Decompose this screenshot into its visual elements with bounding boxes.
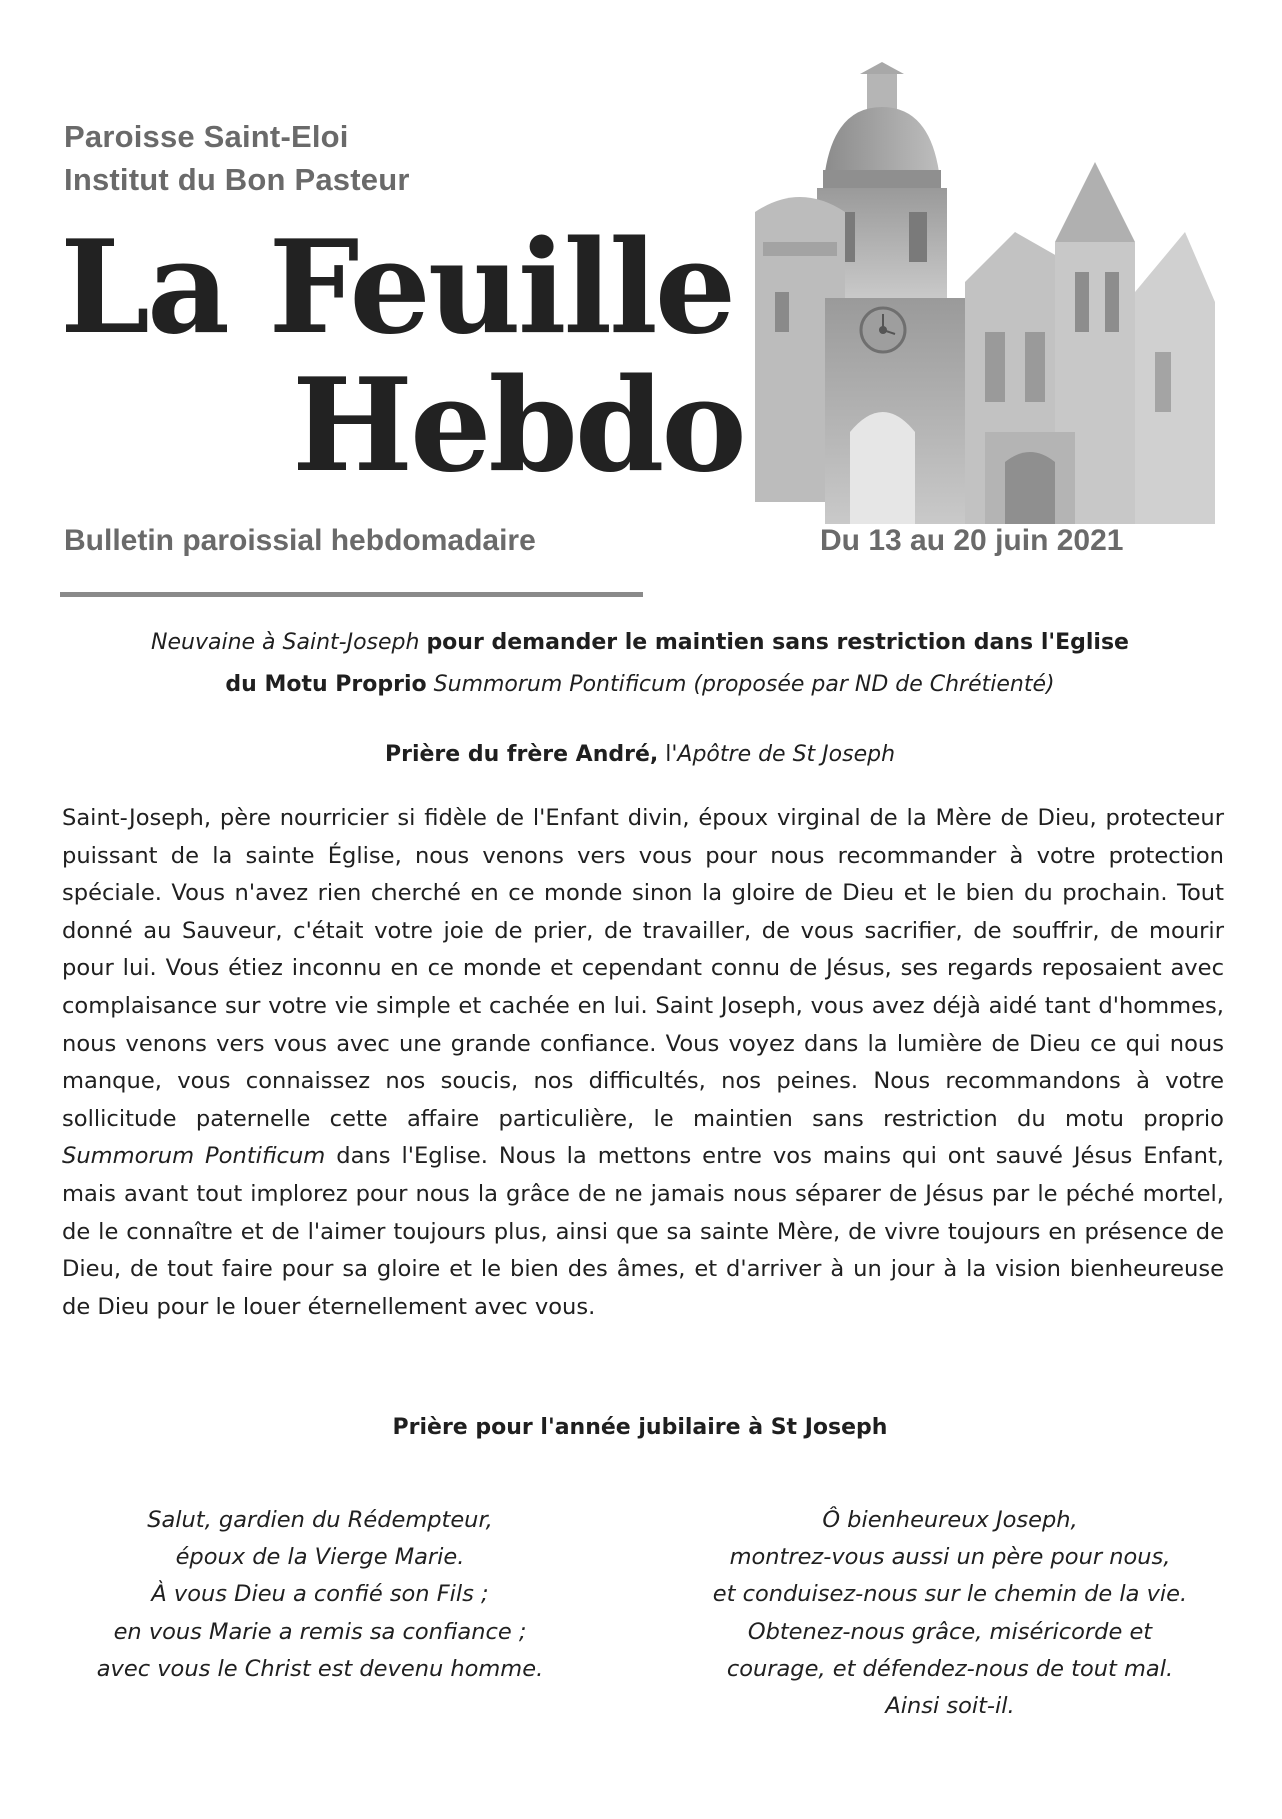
verse-line: montrez-vous aussi un père pour nous, — [729, 1544, 1171, 1571]
masthead-title-line1: La Feuille — [60, 213, 734, 363]
verse-line: en vous Marie a remis sa confiance ; — [113, 1618, 527, 1645]
jubilee-prayer-left-column — [60, 1502, 580, 1688]
jubilee-prayer-title — [60, 1407, 1220, 1449]
novena-purpose: pour demander le maintien sans restriction dans l'Eglise — [426, 630, 1129, 655]
church-tower-icon — [755, 62, 1215, 524]
prayer-andre-title — [60, 734, 1220, 776]
prayer-andre-text-part2: dans l'Eglise. Nous la mettons entre vos mains qui ont sauvé Jésus Enfant, mais avant tout implorez pour nous la grâce de ne jamais nous séparer de Jésus par le péché mortel, de le connaître et de l'aimer toujours plus, ainsi que sa sainte Mère, de vivre toujours en présence de Dieu, de tout faire pour sa gloire et le bien des âmes, et d'arriver à un jour à la vision bienheureuse de Dieu pour le louer éternellement avec vous. — [62, 1143, 1224, 1320]
prayer-andre-text — [62, 800, 1224, 1326]
jubilee-prayer-title-text: Prière pour l'année jubilaire à St Joseph — [392, 1415, 888, 1440]
bulletin-subtitle: Bulletin paroissial hebdomadaire — [64, 524, 536, 557]
motu-proprio-name: Summorum Pontificum (proposée par ND de Chrétienté) — [433, 672, 1055, 697]
masthead-title-line2: Hebdo — [292, 351, 744, 501]
header-divider — [60, 592, 643, 597]
novena-title: Neuvaine à Saint-Joseph — [151, 630, 420, 655]
verse-line: époux de la Vierge Marie. — [175, 1544, 465, 1571]
verse-line: Ainsi soit-il. — [885, 1693, 1015, 1720]
prayer-andre-title-plain: l' — [665, 742, 678, 767]
motu-proprio-label: du Motu Proprio — [225, 672, 427, 697]
prayer-andre-title-bold: Prière du frère André, — [384, 742, 659, 767]
verse-line: et conduisez-nous sur le chemin de la vie. — [712, 1581, 1188, 1608]
verse-line: Ô bienheureux Joseph, — [822, 1507, 1078, 1533]
prayer-andre-text-italic: Summorum Pontificum — [62, 1143, 326, 1170]
prayer-andre-text-part1: Saint-Joseph, père nourricier si fidèle de l'Enfant divin, époux virginal de la Mère de Dieu, protecteur puissant de la sainte Église, nous venons vers vous pour nous recommander à votre protection spéciale. Vous n'avez rien cherché en ce monde sinon la gloire de Dieu et le bien du prochain. Tout donné au Sauveur, c'était votre joie de prier, de travailler, de vous sacrifier, de souffrir, de mourir pour lui. Vous étiez inconnu en ce monde et cependant connu de Jésus, ses regards reposaient avec complaisance sur votre vie simple et cachée en lui. Saint Joseph, vous avez déjà aidé tant d'hommes, nous venons vers vous avec une grande confiance. Vous voyez dans la lumière de Dieu ce qui nous manque, vous connaissez nos soucis, nos difficultés, nos peines. Nous recommandons à votre sollicitude paternelle cette affaire particulière, le maintien sans restriction du motu proprio — [62, 805, 1224, 1132]
verse-line: courage, et défendez-nous de tout mal. — [726, 1655, 1174, 1682]
verse-line: avec vous le Christ est devenu homme. — [96, 1655, 544, 1682]
bulletin-dates: Du 13 au 20 juin 2021 — [820, 524, 1124, 557]
jubilee-prayer-right-column — [690, 1502, 1210, 1725]
verse-line: À vous Dieu a confié son Fils ; — [151, 1581, 489, 1608]
verse-line: Salut, gardien du Rédempteur, — [147, 1507, 493, 1533]
novena-intro — [60, 622, 1220, 706]
verse-line: Obtenez-nous grâce, miséricorde et — [747, 1618, 1153, 1645]
prayer-andre-title-italic: Apôtre de St Joseph — [677, 742, 896, 767]
institute-name: Institut du Bon Pasteur — [64, 162, 410, 197]
parish-name: Paroisse Saint-Eloi — [64, 119, 349, 154]
